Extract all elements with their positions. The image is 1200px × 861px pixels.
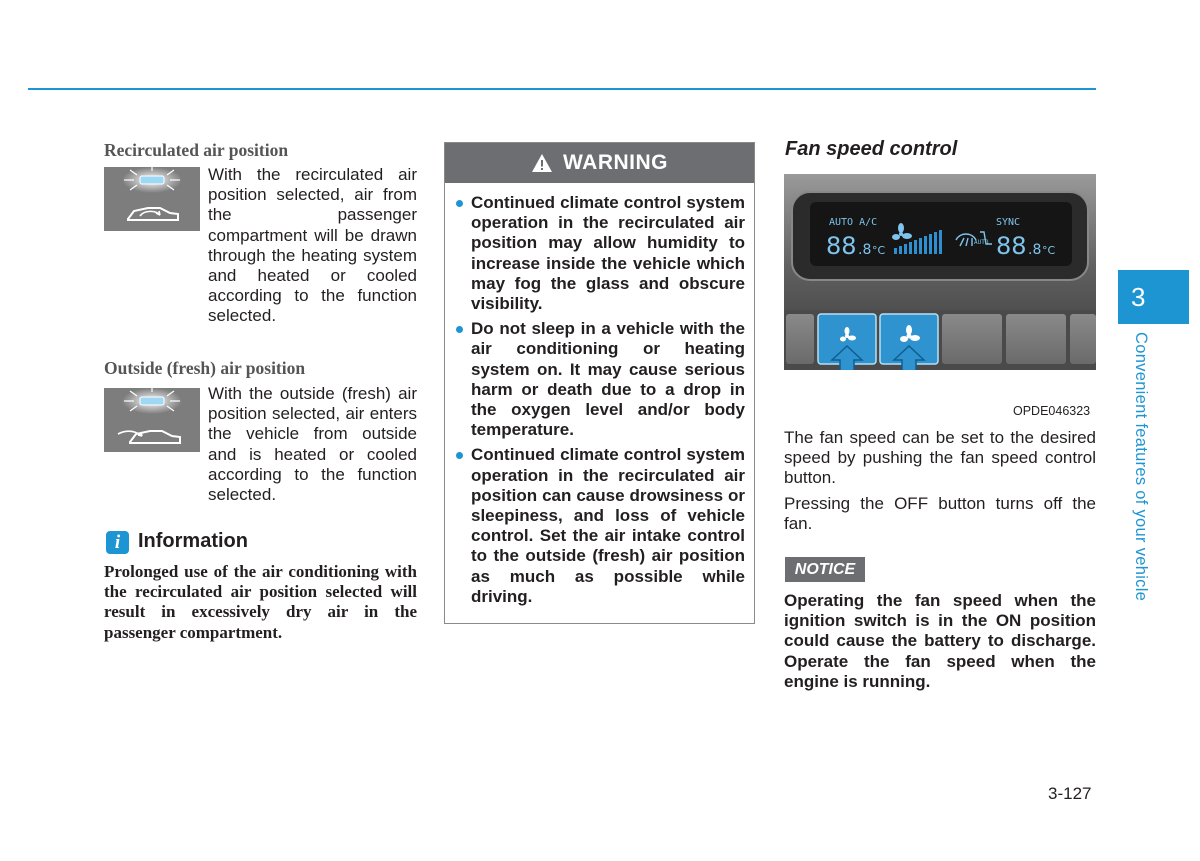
warning-item: Do not sleep in a vehicle with the air conditioning or heating system on. It may cause serious harm or death due to a drop in the oxygen level and/or body temperature. [453, 319, 745, 440]
chapter-number: 3 [1118, 270, 1189, 324]
recirc-text: With the recirculated air position selected, air from the passenger compartment will be drawn through the heating system and heated or cooled according to the function selected. [208, 165, 417, 326]
display-temp-left: 88 [826, 232, 857, 260]
recirc-heading: Recirculated air position [104, 140, 289, 160]
climate-panel-figure [784, 174, 1096, 420]
fan-para-1: The fan speed can be set to the desired speed by pushing the fan speed control button. [784, 428, 1096, 488]
display-unit-right: °C [1042, 244, 1056, 257]
chapter-label: Convenient features of your vehicle [1132, 332, 1150, 602]
notice-text: Operating the fan speed when the ignition switch is in the ON position could cause the battery to discharge. Operate the fan speed when the engine is running. [784, 591, 1096, 691]
header-rule [28, 88, 1096, 90]
display-sync: SYNC [996, 217, 1021, 228]
notice-label: NOTICE [785, 557, 865, 582]
warning-header [445, 143, 754, 183]
display-decimal-left: .8 [858, 242, 872, 258]
warning-item: Continued climate control system operation in the recirculated air position can cause drowsiness or sleepiness, and loss of vehicle control. Set the air intake control to the outside (fresh) air position as much as possible while driving. [453, 445, 745, 607]
fresh-text: With the outside (fresh) air position selected, air enters the vehicle from outside and is heated or cooled according to the function selected. [208, 384, 417, 505]
page-number: 3-127 [1048, 784, 1092, 803]
fan-para-2: Pressing the OFF button turns off the fan. [784, 494, 1096, 534]
information-title: Information [138, 530, 248, 552]
fresh-air-icon [104, 388, 200, 452]
display-auto-ac: AUTO A/C [829, 217, 878, 228]
fan-speed-heading: Fan speed control [785, 138, 958, 160]
warning-title: WARNING [563, 151, 668, 174]
figure-code: OPDE046323 [1013, 404, 1091, 418]
display-auto-small: AUTO [974, 239, 989, 246]
warning-triangle-icon [531, 153, 553, 173]
display-temp-right: 88 [996, 232, 1027, 260]
warning-box [444, 142, 755, 624]
info-icon: i [106, 531, 129, 554]
fresh-heading: Outside (fresh) air position [104, 358, 306, 378]
recirculated-air-icon [104, 167, 200, 231]
information-text: Prolonged use of the air conditioning with the recirculated air position selected will result in excessively dry air in the passenger compartment. [104, 562, 417, 642]
warning-item: Continued climate control system operation in the recirculated air position may allow humidity to increase inside the vehicle which may fog the glass and obscure visibility. [453, 193, 745, 314]
warning-list [445, 183, 754, 607]
display-unit-left: °C [872, 244, 886, 257]
display-decimal-right: .8 [1028, 242, 1042, 258]
